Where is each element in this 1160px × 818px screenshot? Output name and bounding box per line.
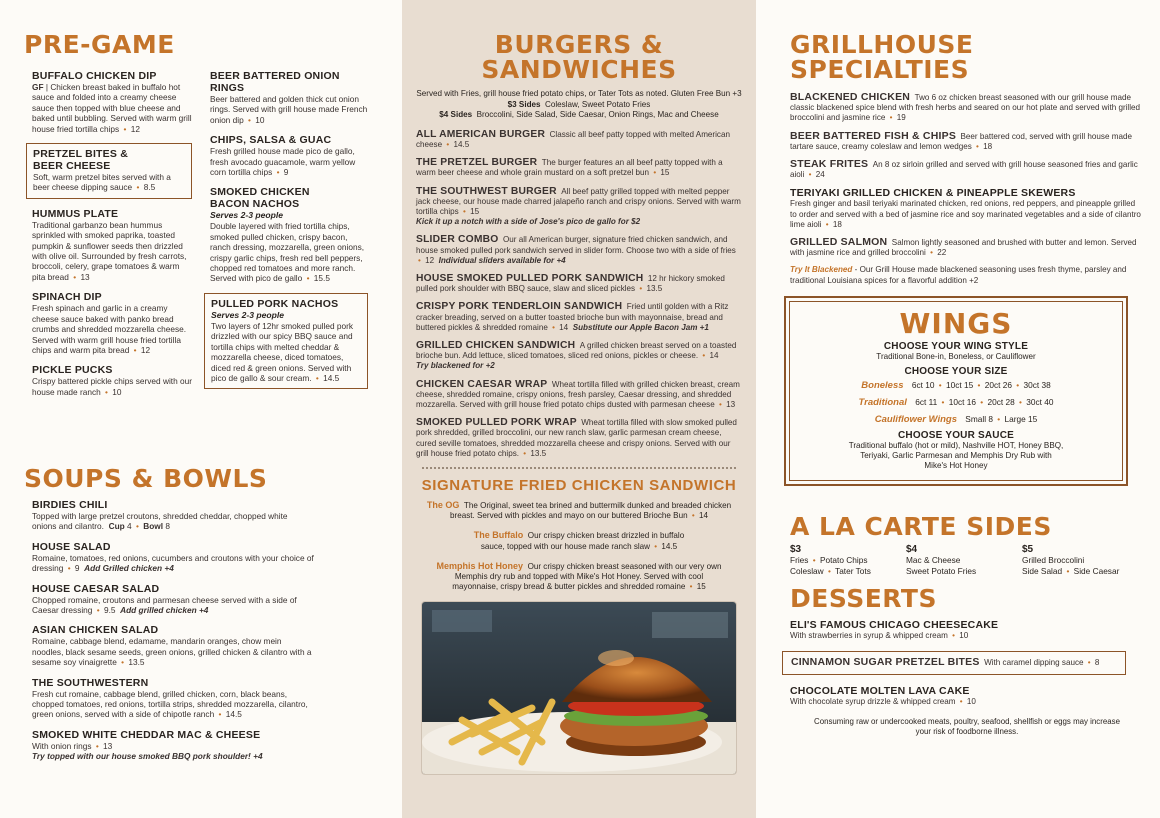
burgers-intro: Served with Fries, grill house fried potato chips, or Tater Tots as noted. Gluten Free Bun +3 — [416, 89, 742, 98]
menu-item: GRILLED SALMON Salmon lightly seasoned and brushed with butter and lemon. Served with jasmine rice and grilled broccolini • 22 — [790, 236, 1137, 258]
traditional-sizes: Traditional 6ct 11 • 10ct 16 • 20ct 28 • 30ct 40 — [858, 397, 1054, 409]
menu-item: HUMMUS PLATE Traditional garbanzo bean hummus sprinkled with smoked paprika, toasted pumpkin & sunflower seeds then drizzled with olive oil. Surrounded by fresh carrots, broccoli, celery, grape tomatoes & warm pita bread • 13 — [32, 207, 187, 282]
menu-item: THE SOUTHWESTERN Fresh cut romaine, cabbage blend, grilled chicken, corn, black beans, chopped tomatoes, red onions, tortilla strips, shredded mozzarella, cilantro, green onions, served with a side of chipotle ranch • 14.5 — [32, 676, 308, 720]
signature-item: The Buffalo Our crispy chicken breast drizzled in buffalo sauce, topped with our house made ranch slaw • 14.5 — [473, 530, 685, 551]
menu-item: BIRDIES CHILI Topped with large pretzel croutons, shredded cheddar, chopped white onions and cilantro. Cup 4 • Bowl 8 — [32, 499, 288, 532]
menu-item: HOUSE SMOKED PULLED PORK SANDWICH 12 hr hickory smoked pulled pork shoulder with BBQ sauce, slaw and sliced pickles • 13.5 — [416, 273, 725, 294]
menu-item: THE SOUTHWEST BURGER All beef patty grilled topped with melted pepper jack cheese, our house made charred jalapeño ranch and crispy onions. Served with warm tortilla chips • 15 Kick it up a notch with a side of Jose's pico de gallo for $2 — [416, 185, 741, 227]
menu-item: HOUSE CAESAR SALAD Chopped romaine, croutons and parmesan cheese served with a side of Caesar dressing • 9.5 Add grilled chicken +4 — [32, 582, 297, 616]
grillhouse-title: GRILLHOUSE SPECIALTIES — [790, 30, 974, 84]
column-right — [756, 0, 1160, 818]
burgers-title: BURGERS & SANDWICHES — [481, 30, 677, 84]
wings-title: WINGS — [899, 306, 1013, 340]
sides-group: $5 Grilled Broccolini Side Salad • Side Caesar — [1022, 543, 1120, 576]
menu-item: CHICKEN CAESAR WRAP Wheat tortilla filled with grilled chicken breast, cream cheese, shredded romaine, crispy onions, fresh parsley, Caesar dressing, and shredded mozzarella. Served with grill house fried potato chips dusted with parmesan cheese • 13 — [416, 378, 740, 410]
boneless-sizes: Boneless 6ct 10 • 10ct 15 • 20ct 26 • 30ct 38 — [861, 380, 1051, 392]
menu-item: BUFFALO CHICKEN DIP GF | Chicken breast baked in buffalo hot sauce and folded into a creamy cheese sauce then topped with blue cheese and baked until bubbling. Served with warm grill house fried tortilla chips • 12 — [32, 70, 192, 134]
menu-item: SMOKED PULLED PORK WRAP Wheat tortilla filled with slow smoked pulled pork shredded, grilled broccolini, our new ranch slaw, garlic parmesan cream cheese, cured seville tomatoes, shredded mozzarella cheese and crispy onions. Served with our grill house fried potato chips. • 13.5 — [416, 417, 737, 458]
menu-item-highlighted: PULLED PORK NACHOS Serves 2-3 people Two layers of 12hr smoked pulled pork drizzled with our spicy BBQ sauce and tortilla chips with melted cheddar & mozzarella cheese, diced tomatoes, diced red & green onions. Served with pico de gallo & sour cream. • 14.5 — [204, 293, 368, 389]
burger-image — [422, 602, 737, 775]
menu-item: CHIPS, SALSA & GUAC Fresh grilled house made pico de gallo, fresh avocado guacamole, warm yellow corn tortilla chips • 9 — [210, 134, 356, 178]
menu-item: TERIYAKI GRILLED CHICKEN & PINEAPPLE SKEWERS Fresh ginger and basil teriyaki marinated chicken, red onions, red peppers, and pineapple grilled to order and served with a bed of jasmine rice and soy marinated vegetables and a side of cilantro lime aioli • 18 — [790, 187, 1141, 229]
cauliflower-sizes: Cauliflower Wings Small 8 • Large 15 — [874, 414, 1038, 426]
sides-4-line: $4 Sides Broccolini, Side Salad, Side Caesar, Onion Rings, Mac and Cheese — [439, 110, 719, 120]
menu-item-highlighted: PRETZEL BITES & BEER CHEESE Soft, warm pretzel bites served with a beer cheese dipping sauce • 8.5 — [26, 143, 192, 199]
column-center — [402, 0, 756, 818]
wings-box: WINGS CHOOSE YOUR WING STYLE Traditional Bone-in, Boneless, or Cauliflower CHOOSE YOUR SIZE Boneless 6ct 10 • 10ct 15 • 20ct 26 • 30ct 38 Traditional 6ct 11 • 10ct 16 • 20ct 28 • 30ct 40 Cauliflower Wings Small 8 • Large 15 CHOOSE YOUR SAUCE Traditional buffalo (hot or mild), Nashville HOT, Honey BBQ, Teriyaki, Garlic Parmesan and Memphis Dry Rub with Mike's Hot Honey — [784, 296, 1128, 486]
menu-item-highlighted: CINNAMON SUGAR PRETZEL BITES With caramel dipping sauce • 8 — [782, 651, 1126, 674]
menu-item: ALL AMERICAN BURGER Classic all beef patty topped with melted American cheese • 14.5 — [416, 128, 730, 149]
burger-photo — [421, 601, 737, 775]
column-left — [0, 0, 402, 818]
pregame-right-list — [204, 70, 368, 398]
sides-title: A LA CARTE SIDES — [790, 511, 1052, 541]
sides-group: $3 Fries • Potato Chips Coleslaw • Tater Tots — [790, 543, 871, 576]
soups-list — [32, 499, 314, 762]
sides-3-line: $3 Sides Coleslaw, Sweet Potato Fries — [507, 99, 651, 109]
dotted-divider — [422, 467, 736, 469]
desserts-list — [790, 619, 1144, 707]
burgers-list — [416, 130, 742, 459]
menu-item: ASIAN CHICKEN SALAD Romaine, cabbage blend, edamame, mandarin oranges, chow mein noodles, black sesame seeds, green onions, grilled chicken & cilantro with a sesame soy vinaigrette • 13.5 — [32, 624, 312, 668]
signature-title: SIGNATURE FRIED CHICKEN SANDWICH — [421, 477, 737, 495]
menu-item: GRILLED CHICKEN SANDWICH A grilled chicken breast served on a toasted brioche bun. Add lettuce, sliced tomatoes, sliced red onions, pickles or cheese. • 14 Try blackened for +2 — [416, 340, 737, 371]
menu-item: HOUSE SALAD Romaine, tomatoes, red onions, cucumbers and croutons with your choice of dressing • 9 Add Grilled chicken +4 — [32, 540, 314, 574]
soups-section — [24, 466, 394, 771]
menu-item: THE PRETZEL BURGER The burger features an all beef patty topped with a warm beer cheese and whole grain mustard on a soft pretzel bun • 15 — [416, 157, 723, 178]
menu-item: SLIDER COMBO Our all American burger, signature fried chicken sandwich, and house smoked pulled pork sandwich served in slider form. Choose two with a side of fries • 12 Individual sliders available for +4 — [416, 234, 736, 265]
menu-item: BEER BATTERED ONION RINGS Beer battered and golden thick cut onion rings. Served with grill house made French onion dip • 10 — [210, 70, 368, 125]
menu-item: PICKLE PUCKS Crispy battered pickle chips served with our house made ranch • 10 — [32, 364, 193, 397]
menu-item: ELI'S FAMOUS CHICAGO CHEESECAKE With strawberries in syrup & whipped cream • 10 — [790, 619, 999, 641]
sides-grid — [790, 545, 1144, 577]
menu-item: SMOKED CHICKEN BACON NACHOS Serves 2-3 people Double layered with fried tortilla chips, smoked pulled chicken, crispy bacon, ranch dressing, mozzarella, green onions, crispy garlic chips, fresh red bell peppers, chopped red tomatoes and more ranch. Served with pico de gallo • 15.5 — [210, 186, 365, 284]
menu-item: SPINACH DIP Fresh spinach and garlic in a creamy cheese sauce baked with panko bread crumbs and shredded mozzarella cheese. Served with warm grill house fried tortilla chips and warm pita bread • 12 — [32, 291, 187, 355]
menu-item: SMOKED WHITE CHEDDAR MAC & CHEESE With onion rings • 13 Try topped with our house smoked BBQ pork shoulder! +4 — [32, 728, 263, 762]
menu-item: CRISPY PORK TENDERLOIN SANDWICH Fried until golden with a Ritz cracker breading, served on a butter toasted brioche bun with mayonnaise, bread and buttered pickles & shredded romaine • 14 Substitute our Apple Bacon Jam +1 — [416, 301, 729, 332]
signature-item: The OG The Original, sweet tea brined and buttermilk dunked and breaded chicken breast. Served with pickles and mayo on our buttered Brioche Bun • 14 — [426, 500, 732, 521]
menu-item: BLACKENED CHICKEN Two 6 oz chicken breast seasoned with our grill house made classic blackened spice blend with fresh herbs and seared on our hot plate and served with grilled broccolini and jasmine rice • 19 — [790, 91, 1141, 123]
signature-item: Memphis Hot Honey Our crispy chicken breast seasoned with our very own Memphis dry rub and topped with Mike's Hot Honey. Served with cool mayonnaise, crispy bread & butter pickles and shredded romaine • 15 — [436, 560, 722, 592]
pregame-left-list — [26, 70, 192, 406]
grillhouse-list — [790, 92, 1144, 286]
menu-item: STEAK FRITES An 8 oz sirloin grilled and served with grill house seasoned fries and garlic aioli • 24 — [790, 158, 1138, 180]
menu-item: CHOCOLATE MOLTEN LAVA CAKE With chocolate syrup drizzle & whipped cream • 10 — [790, 684, 976, 706]
pregame-title: PRE-GAME — [24, 30, 175, 59]
soups-title: SOUPS & BOWLS — [24, 464, 268, 493]
sides-group: $4 Mac & Cheese Sweet Potato Fries — [906, 543, 977, 576]
desserts-title: DESSERTS — [790, 584, 937, 614]
food-safety-note: Consuming raw or undercooked meats, poultry, seafood, shellfish or eggs may increase your risk of foodborne illness. — [814, 716, 1120, 736]
menu-item: BEER BATTERED FISH & CHIPS Beer battered cod, served with grill house made tartare sauce, creamy coleslaw and lemon wedges • 18 — [790, 129, 1132, 151]
blackened-note: Try It Blackened - Our Grill House made blackened seasoning uses fresh thyme, parsley and traditional Louisiana spices for a flavorful addition +2 — [790, 265, 1127, 285]
